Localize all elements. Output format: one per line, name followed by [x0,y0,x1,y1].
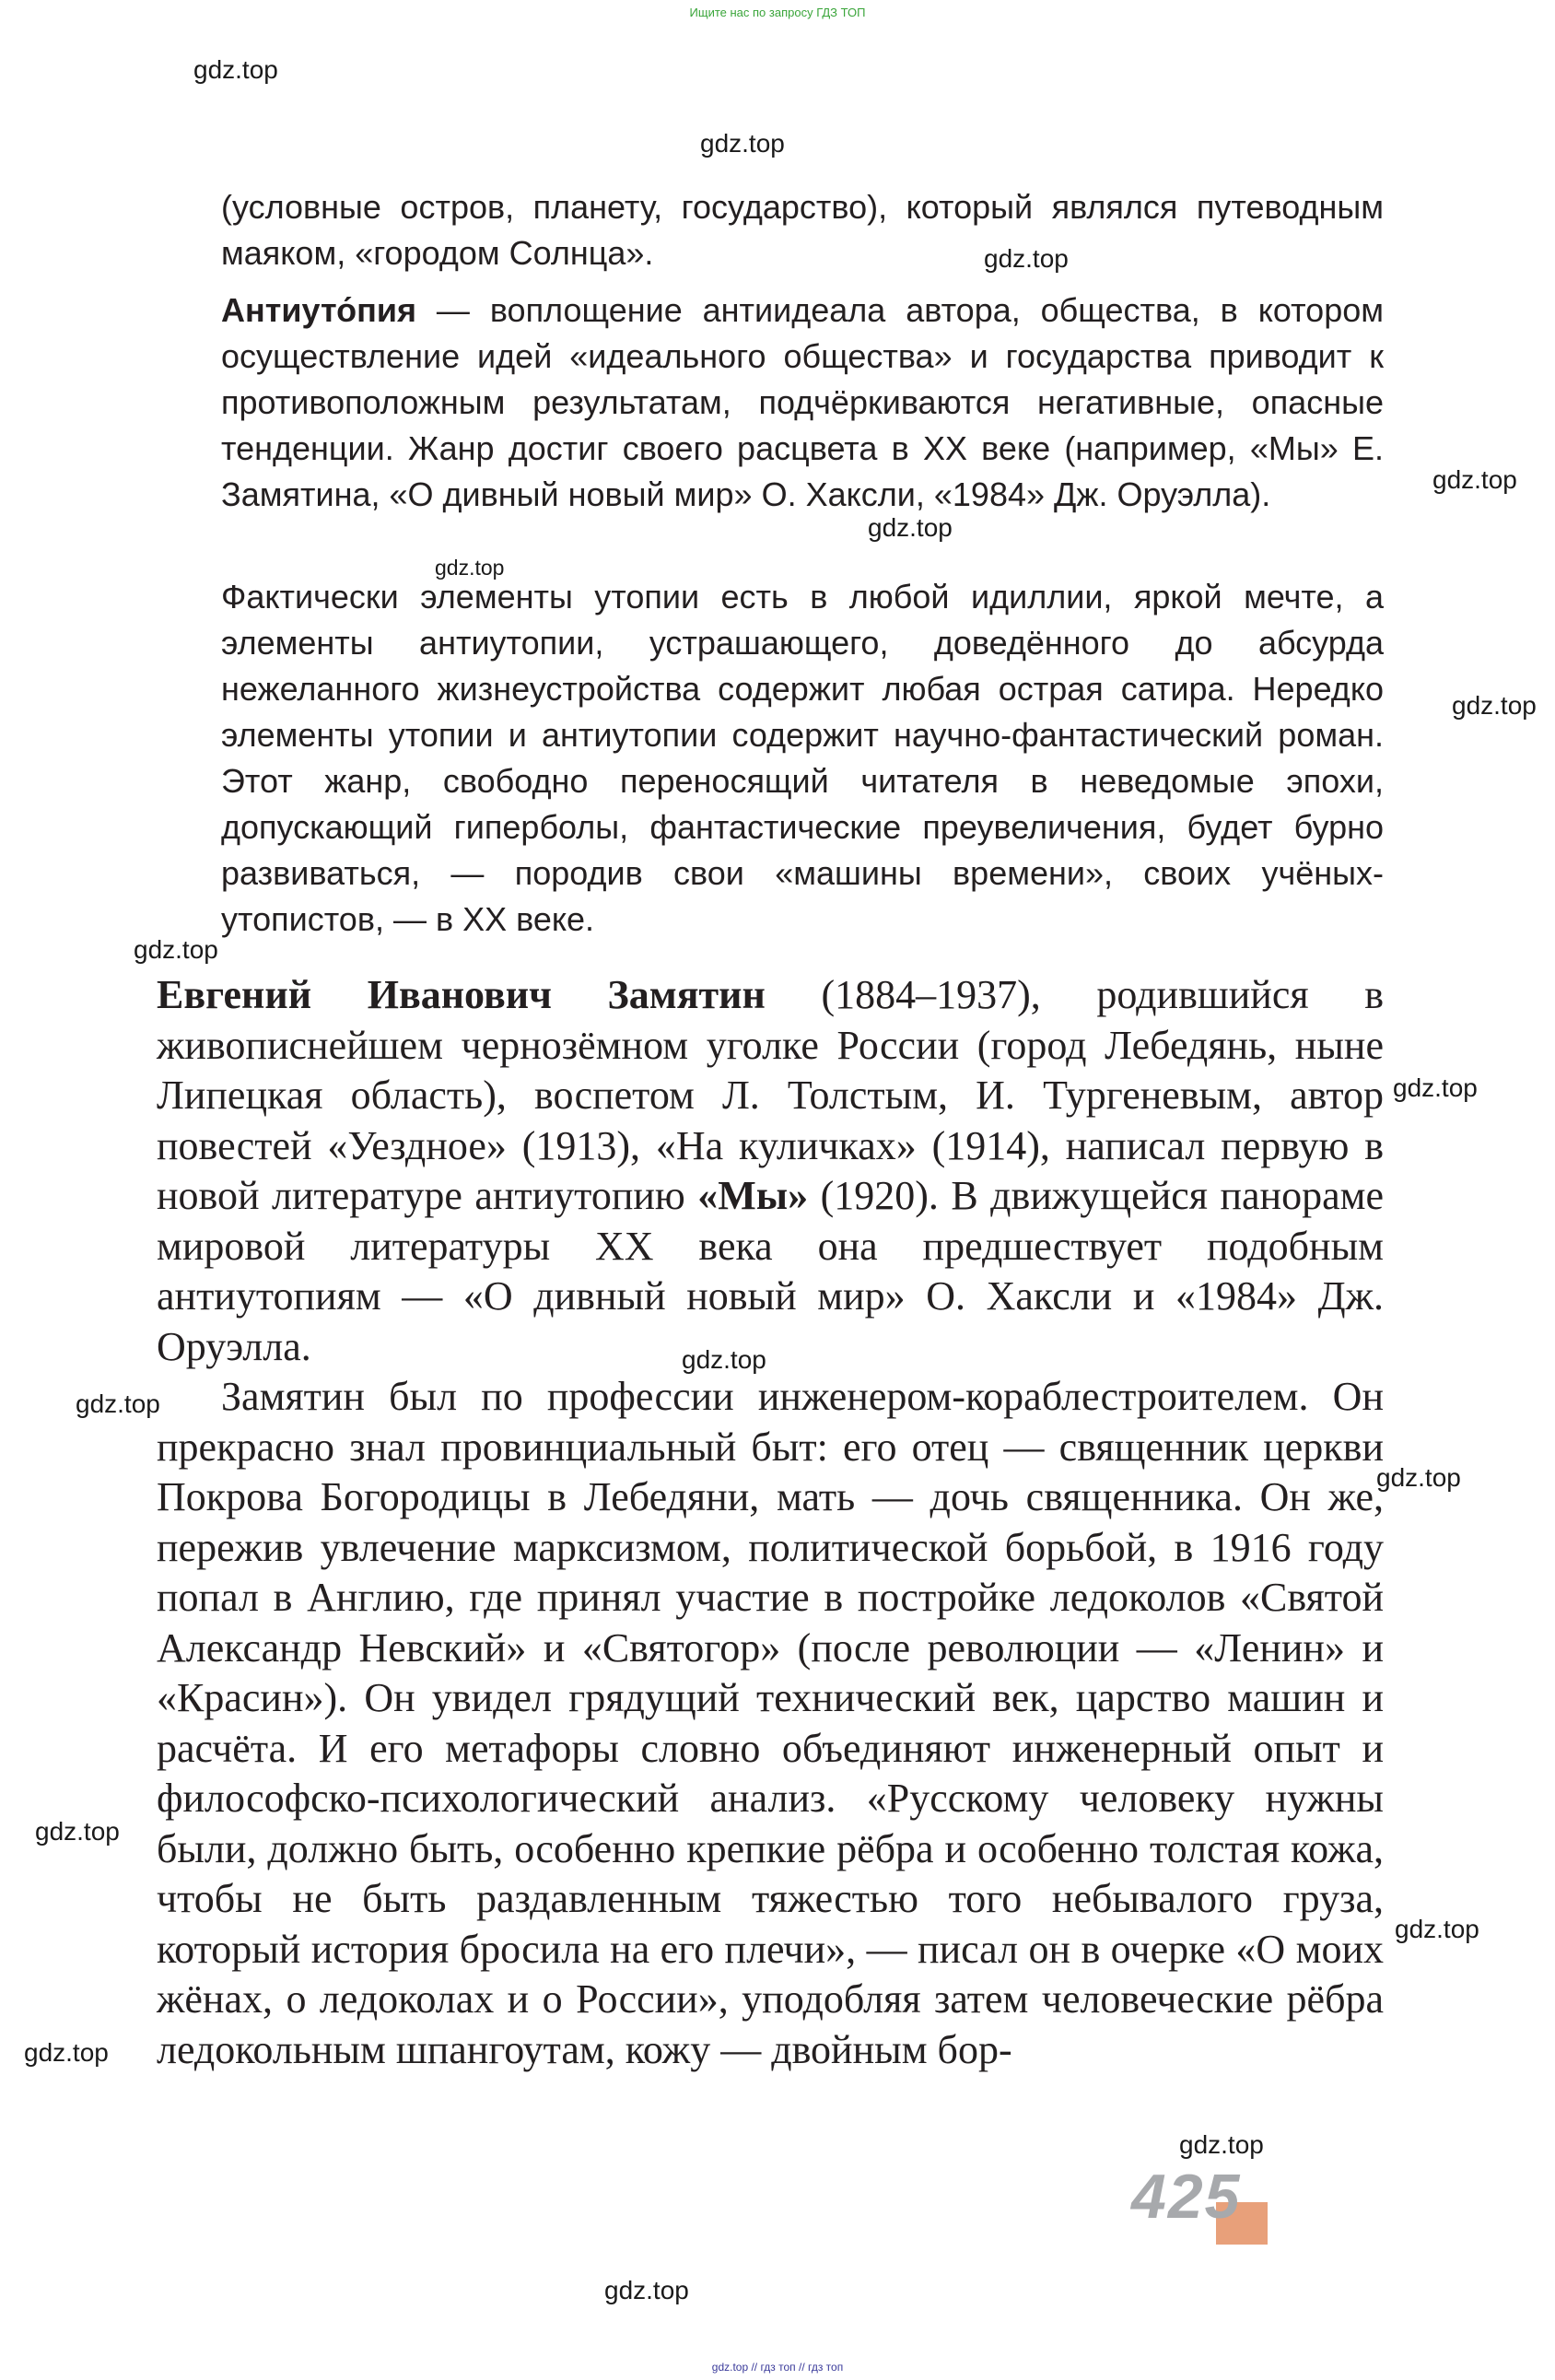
watermark: gdz.top [868,513,953,542]
page-number: 425 [1131,2162,1242,2232]
footer: gdz.top // гдз топ // гдз топ [711,2361,844,2374]
intro-text-2: (1920). В движущейся панораме мировой литературы XX века она предшествует подобным антиутопиям — «О дивный новый мир» О. Хаксли и «1984» Дж. Оруэлла. [157,1173,1384,1369]
watermark: gdz.top [1393,1073,1478,1102]
zamyatin-bio: Замятин был по профессии инженером-кораблестроителем. Он прекрасно знал провинциальный быт: его отец — священник церкви Покрова Богородицы в Лебедяни, мать — дочь священника. Он же, пережив увлечение марксизмом, политической борьбой, в 1916 году попал в Англию, где принял участие в постройке ледоколов «Святой Александр Невский» и «Святогор» (после революции — «Ленин» и «Красин»). Он увидел грядущий технический век, царство машин и расчёта. И его метафоры словно объединяют инженерный опыт и философско-психологический анализ. «Русскому человеку нужны были, должно быть, особенно крепкие рёбра и особенно толстая кожа, чтобы не быть раздавленным тяжестью того небывалого груза, который история бросила на его плечи», — писал он в очерке «О моих жёнах, о ледоколах и о России», уподобляя затем человеческие рёбра ледокольным шпангоутам, кожу — двойным бор- [157,1374,1384,2072]
watermark: gdz.top [984,244,1069,273]
watermark: gdz.top [435,556,505,580]
intro-text-1: (1884–1937), родившийся в живописнейшем чернозёмном уголке России (город Лебедянь, ныне Липецкая область), воспетом Л. Толстым, И. Тургеневым, автор повестей «Уездное» (1913), «На куличках» (1914), написал первую в новой литературе антиутопию [157,972,1384,1218]
term-antiutopia: Антиуто́пия [221,291,416,329]
zamyatin-intro [157,970,1384,1372]
watermark: gdz.top [24,2038,109,2067]
paragraph-intro: (условные остров, планету, государство), который являлся путеводным маяком, «городом Солнца». [221,188,1384,272]
antiutopia-text: — воплощение антиидеала автора, общества, в котором осуществление идей «идеального общества» и государства приводит к противоположным результатам, подчёркиваются негативные, опасные тенденции. Жанр достиг своего расцвета в XX веке (например, «Мы» Е. Замятина, «О дивный новый мир» О. Хаксли, «1984» Дж. Оруэлла). [221,291,1384,513]
antiutopia-definition [221,287,1384,518]
watermark: gdz.top [1179,2130,1264,2159]
watermark: gdz.top [604,2276,689,2304]
paragraph-elements: Фактически элементы утопии есть в любой идиллии, яркой мечте, а элементы антиутопии, устрашающего, доведённого до абсурда нежеланного жизнеустройства содержит любая острая сатира. Нередко элементы утопии и антиутопии содержит научно-фантастический роман. Этот жанр, свободно переносящий читателя в неведомые эпохи, допускающий гиперболы, фантастические преувеличения, будет бурно развиваться, — породив свои «машины времени», своих учёных-утопистов, — в XX веке. [221,578,1384,938]
zamyatin-section [157,970,1384,2075]
watermark: gdz.top [1395,1915,1479,1943]
watermark: gdz.top [1432,465,1517,494]
watermark: gdz.top [35,1817,120,1846]
watermark: gdz.top [193,55,278,84]
watermark: gdz.top [76,1389,160,1418]
watermark: gdz.top [1452,691,1537,720]
top-banner: Ищите нас по запросу ГДЗ ТОП [689,6,866,19]
novel-title: «Мы» [697,1173,809,1218]
author-name: Евгений Иванович Замятин [157,972,766,1017]
watermark: gdz.top [134,935,218,964]
watermark: gdz.top [1376,1463,1461,1492]
watermark: gdz.top [700,129,785,158]
watermark: gdz.top [682,1345,766,1374]
